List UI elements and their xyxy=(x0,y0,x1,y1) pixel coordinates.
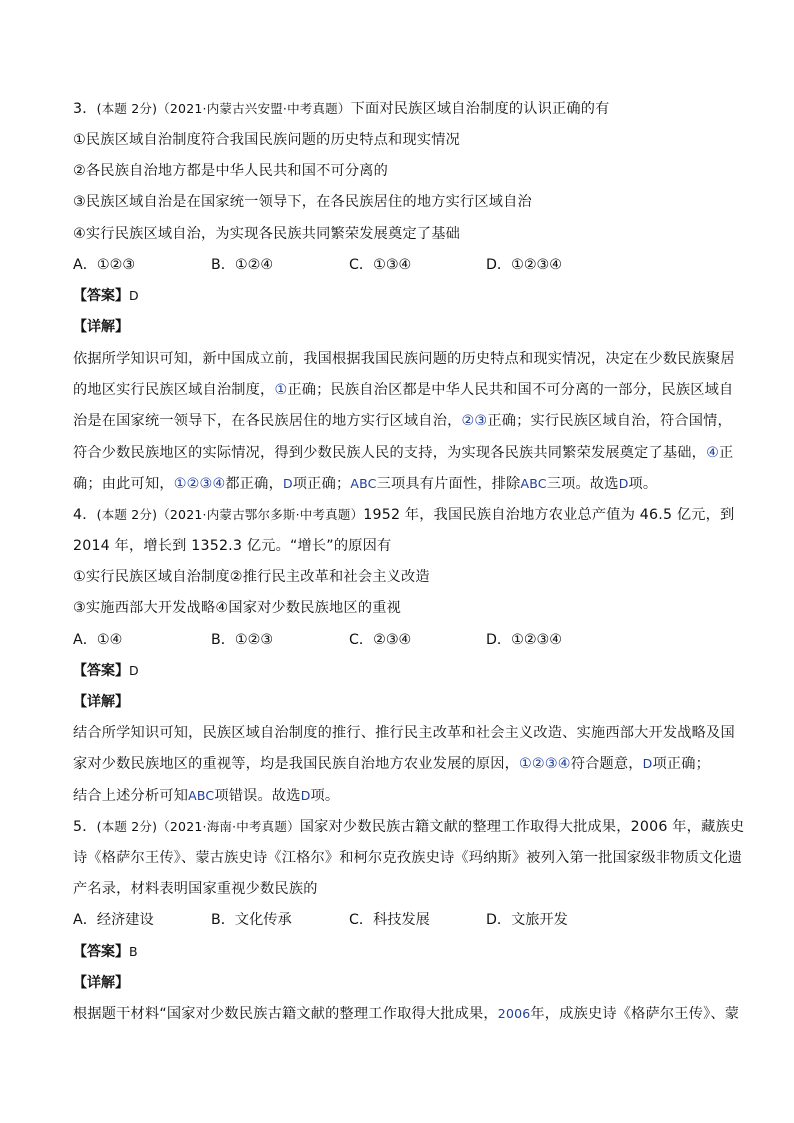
q3-detail-line-3: 治是在国家统一领导下，在各民族居住的地方实行区域自治，②③正确；实行民族区域自治，符合国情， xyxy=(73,413,732,429)
q3-detail-line-2: 的地区实行民族区域自治制度，①正确；民族自治区都是中华人民共和国不可分离的一部分，民族区域自 xyxy=(73,382,734,398)
option-d: D．①②③④ xyxy=(486,257,562,273)
q4-stem-line-2: 2014 年，增长到 1352.3 亿元。“增长”的原因有 xyxy=(73,538,392,554)
q4-detail-line-2: 家对少数民族地区的重视等，均是我国民族自治地方农业发展的原因，①②③④符合题意，D项正确； xyxy=(73,756,711,772)
q4-statement-1: ①实行民族区域自治制度②推行民主改革和社会主义改造 xyxy=(73,569,430,585)
q3-answer: 【答案】D xyxy=(73,288,139,304)
q4-stem xyxy=(73,505,733,525)
question-text: 1952 年，我国民族自治地方农业总产值为 46.5 亿元，到 xyxy=(363,507,735,523)
q5-detail-line-1: 根据题干材料“国家对少数民族古籍文献的整理工作取得大批成果，2006年，成族史诗《格萨尔王传》、蒙 xyxy=(73,1006,740,1022)
q4-answer: 【答案】D xyxy=(73,663,139,679)
q3-statement-3: ③民族区域自治是在国家统一领导下，在各民族居住的地方实行区域自治 xyxy=(73,194,532,210)
option-d: D．文旅开发 xyxy=(486,912,568,928)
option-d: D．①②③④ xyxy=(486,632,562,648)
q3-statement-2: ②各民族自治地方都是中华人民共和国不可分离的 xyxy=(73,163,389,179)
question-text: 下面对民族区域自治制度的认识正确的有 xyxy=(350,101,610,117)
q5-detail-label: 【详解】 xyxy=(73,975,129,991)
q3-stem xyxy=(73,99,733,119)
q4-detail-line-1: 结合所学知识可知，民族区域自治制度的推行、推行民主改革和社会主义改造、实施西部大开发战略及国 xyxy=(73,725,735,741)
q3-detail-line-5: 确；由此可知，①②③④都正确，D项正确；ABC三项具有片面性，排除ABC三项。故选D项。 xyxy=(73,476,658,492)
q3-detail-line-4: 符合少数民族地区的实际情况，得到少数民族人民的支持，为实现各民族共同繁荣发展奠定了基础，④正 xyxy=(73,445,734,461)
q3-statement-4: ④实行民族区域自治，为实现各民族共同繁荣发展奠定了基础 xyxy=(73,226,460,242)
answer-value: B xyxy=(129,944,138,959)
question-text: 国家对少数民族古籍文献的整理工作取得大批成果，2006 年，藏族史 xyxy=(299,819,745,835)
q4-statement-2: ③实施西部大开发战略④国家对少数民族地区的重视 xyxy=(73,600,401,616)
question-number: 3． xyxy=(73,101,97,117)
question-number: 4． xyxy=(73,507,97,523)
option-b: B．①②③ xyxy=(211,632,274,648)
q3-statement-1: ①民族区域自治制度符合我国民族问题的历史特点和现实情况 xyxy=(73,132,460,148)
q5-stem-line-3: 产名录，材料表明国家重视少数民族的 xyxy=(73,881,318,897)
q3-detail-line-1: 依据所学知识可知，新中国成立前，我国根据我国民族问题的历史特点和现实情况，决定在少数民族聚居 xyxy=(73,351,735,367)
q4-detail-line-3: 结合上述分析可知ABC项错误。故选D项。 xyxy=(73,788,340,804)
q5-stem xyxy=(73,817,745,837)
option-b: B．①②④ xyxy=(211,257,274,273)
question-meta: (本题 2分)（2021·内蒙古鄂尔多斯·中考真题） xyxy=(96,507,364,522)
question-number: 5． xyxy=(73,819,97,835)
option-c: C．②③④ xyxy=(349,632,412,648)
option-a: A．①④ xyxy=(73,632,123,648)
answer-value: D xyxy=(129,663,139,678)
option-c: C．科技发展 xyxy=(349,912,430,928)
q4-detail-label: 【详解】 xyxy=(73,694,129,710)
question-meta: (本题 2分)（2021·内蒙古兴安盟·中考真题） xyxy=(96,101,351,116)
question-meta: (本题 2分)（2021·海南·中考真题） xyxy=(96,819,300,834)
q3-detail-label: 【详解】 xyxy=(73,319,129,335)
option-c: C．①③④ xyxy=(349,257,412,273)
q5-stem-line-2: 诗《格萨尔王传》、蒙古族史诗《江格尔》和柯尔克孜族史诗《玛纳斯》被列入第一批国家级非物质文化遗 xyxy=(73,850,743,866)
option-a: A．①②③ xyxy=(73,257,136,273)
option-a: A．经济建设 xyxy=(73,912,154,928)
answer-value: D xyxy=(129,288,139,303)
q5-answer: 【答案】B xyxy=(73,944,138,960)
option-b: B．文化传承 xyxy=(211,912,292,928)
